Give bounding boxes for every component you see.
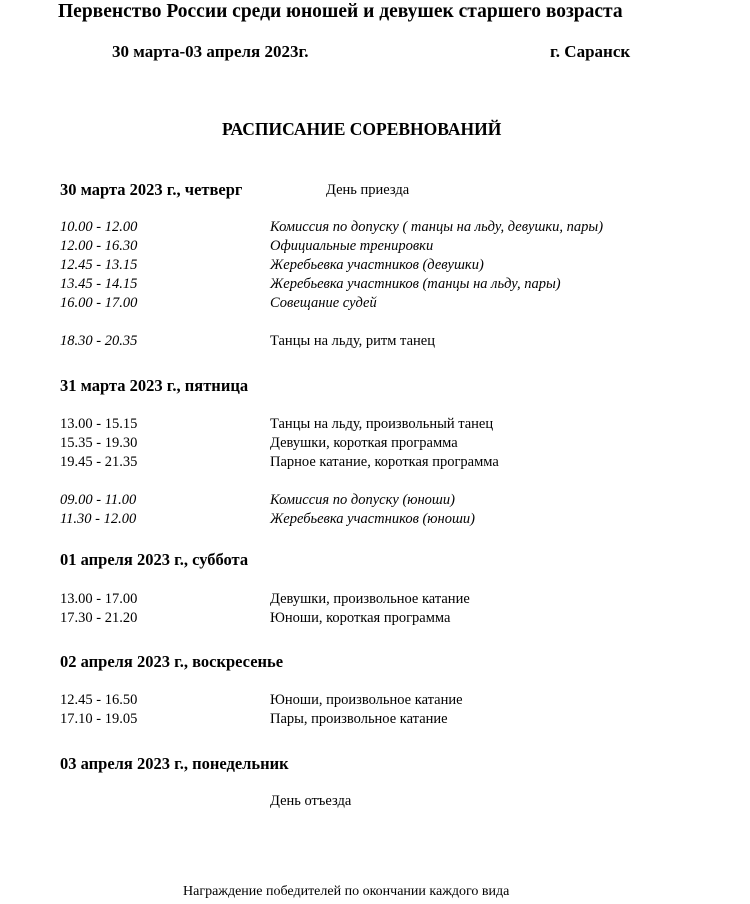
time-range: 12.45 - 13.15 xyxy=(60,257,138,273)
event-name: Девушки, произвольное катание xyxy=(270,591,470,607)
footer-note: Награждение победителей по окончании каждого вида xyxy=(183,884,510,899)
time-range: 10.00 - 12.00 xyxy=(60,219,138,235)
event-name: Официальные тренировки xyxy=(270,238,434,254)
event-name: Танцы на льду, произвольный танец xyxy=(270,416,494,432)
time-range: 19.45 - 21.35 xyxy=(60,454,138,470)
event-name: Девушки, короткая программа xyxy=(270,435,458,451)
day-note: День приезда xyxy=(326,182,410,198)
event-name: Танцы на льду, ритм танец xyxy=(270,333,435,349)
day-heading: 03 апреля 2023 г., понедельник xyxy=(60,754,289,773)
event-name: Совещание судей xyxy=(270,295,377,311)
day-heading: 30 марта 2023 г., четверг xyxy=(60,180,243,199)
event-name: Комиссия по допуску (юноши) xyxy=(270,492,455,508)
time-range: 18.30 - 20.35 xyxy=(60,333,138,349)
time-range: 15.35 - 19.30 xyxy=(60,435,138,451)
event-name: Парное катание, короткая программа xyxy=(270,454,499,470)
event-name: Пары, произвольное катание xyxy=(270,711,448,727)
day-heading: 01 апреля 2023 г., суббота xyxy=(60,550,249,569)
event-name: Юноши, короткая программа xyxy=(270,610,451,626)
time-range: 17.10 - 19.05 xyxy=(60,711,138,727)
event-name: Юноши, произвольное катание xyxy=(270,692,463,708)
day-heading: 31 марта 2023 г., пятница xyxy=(60,376,249,395)
event-name: Жеребьевка участников (девушки) xyxy=(270,257,484,273)
event-name: Комиссия по допуску ( танцы на льду, девушки, пары) xyxy=(270,219,604,235)
time-range: 13.45 - 14.15 xyxy=(60,276,138,292)
document-title: Первенство России среди юношей и девушек старшего возраста xyxy=(58,1,623,22)
event-city: г. Саранск xyxy=(550,42,631,61)
day-heading: 02 апреля 2023 г., воскресенье xyxy=(60,652,284,671)
time-range: 12.45 - 16.50 xyxy=(60,692,138,708)
time-range: 09.00 - 11.00 xyxy=(60,492,137,508)
time-range: 16.00 - 17.00 xyxy=(60,295,138,311)
time-range: 17.30 - 21.20 xyxy=(60,610,138,626)
event-name: Жеребьевка участников (танцы на льду, пары) xyxy=(270,276,561,292)
event-dates: 30 марта-03 апреля 2023г. xyxy=(112,42,309,61)
event-name: Жеребьевка участников (юноши) xyxy=(270,511,476,527)
day-note: День отъезда xyxy=(270,793,352,809)
schedule-title: РАСПИСАНИЕ СОРЕВНОВАНИЙ xyxy=(222,119,502,139)
time-range: 13.00 - 17.00 xyxy=(60,591,138,607)
time-range: 12.00 - 16.30 xyxy=(60,238,138,254)
time-range: 13.00 - 15.15 xyxy=(60,416,138,432)
time-range: 11.30 - 12.00 xyxy=(60,511,137,527)
